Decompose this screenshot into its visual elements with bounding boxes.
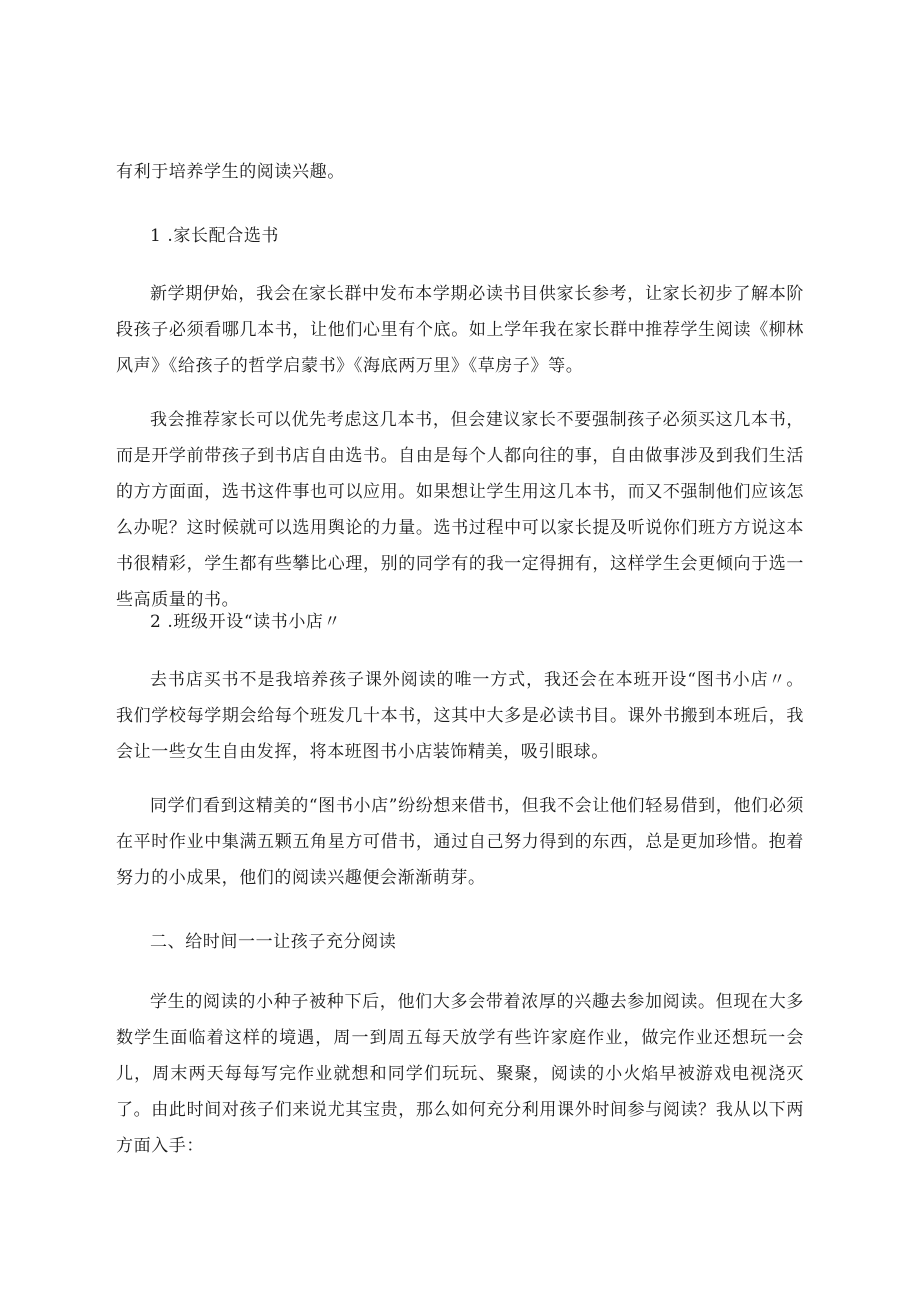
continuation-paragraph: 有利于培养学生的阅读兴趣。: [116, 162, 345, 182]
paragraph-borrowing-rules: 同学们看到这精美的“图书小店”纷纷想来借书，但我不会让他们轻易借到，他们必须在平时作业中集满五颗五角星方可借书，通过自己努力得到的东西，总是更加珍惜。抱着努力的小成果，他们的阅读兴趣便会渐渐萌芽。: [116, 796, 804, 888]
paragraph-recommended-books: 新学期伊始，我会在家长群中发布本学期必读书目供家长参考，让家长初步了解本阶段孩子必须看哪几本书，让他们心里有个底。如上学年我在家长群中推荐学生阅读《柳林风声》《给孩子的哲学启蒙书》《海底两万里》《草房子》等。: [116, 284, 804, 376]
paragraph-book-shop: 去书店买书不是我培养孩子课外阅读的唯一方式，我还会在本班开设“图书小店〃。我们学校每学期会给每个班发几十本书，这其中大多是必读书目。课外书搬到本班后，我会让一些女生自由发挥，将本班图书小店装饰精美，吸引眼球。: [116, 670, 804, 762]
paragraph-reading-time: 学生的阅读的小种子被种下后，他们大多会带着浓厚的兴趣去参加阅读。但现在大多数学生面临着这样的境遇，周一到周五每天放学有些许家庭作业，做完作业还想玩一会儿，周末两天每每写完作业就想和同学们玩玩、聚聚，阅读的小火焰早被游戏电视浇灭了。由此时间对孩子们来说尤其宝贵，那么如何充分利用课外时间参与阅读？我从以下两方面入手：: [116, 992, 804, 1156]
part-heading-2: 二、给时间一一让孩子充分阅读: [150, 932, 397, 952]
section-heading-2: 2 .班级开设“读书小店〃: [150, 612, 342, 632]
section-heading-1: 1 .家长配合选书: [150, 226, 280, 246]
paragraph-free-selection: 我会推荐家长可以优先考虑这几本书，但会建议家长不要强制孩子必须买这几本书，而是开学前带孩子到书店自由选书。自由是每个人都向往的事，自由做事涉及到我们生活的方方面面，选书这件事也可以应用。如果想让学生用这几本书，而又不强制他们应该怎么办呢？这时候就可以选用舆论的力量。选书过程中可以家长提及听说你们班方方说这本书很精彩，学生都有些攀比心理，别的同学有的我一定得拥有，这样学生会更倾向于选一些高质量的书。: [116, 410, 804, 610]
